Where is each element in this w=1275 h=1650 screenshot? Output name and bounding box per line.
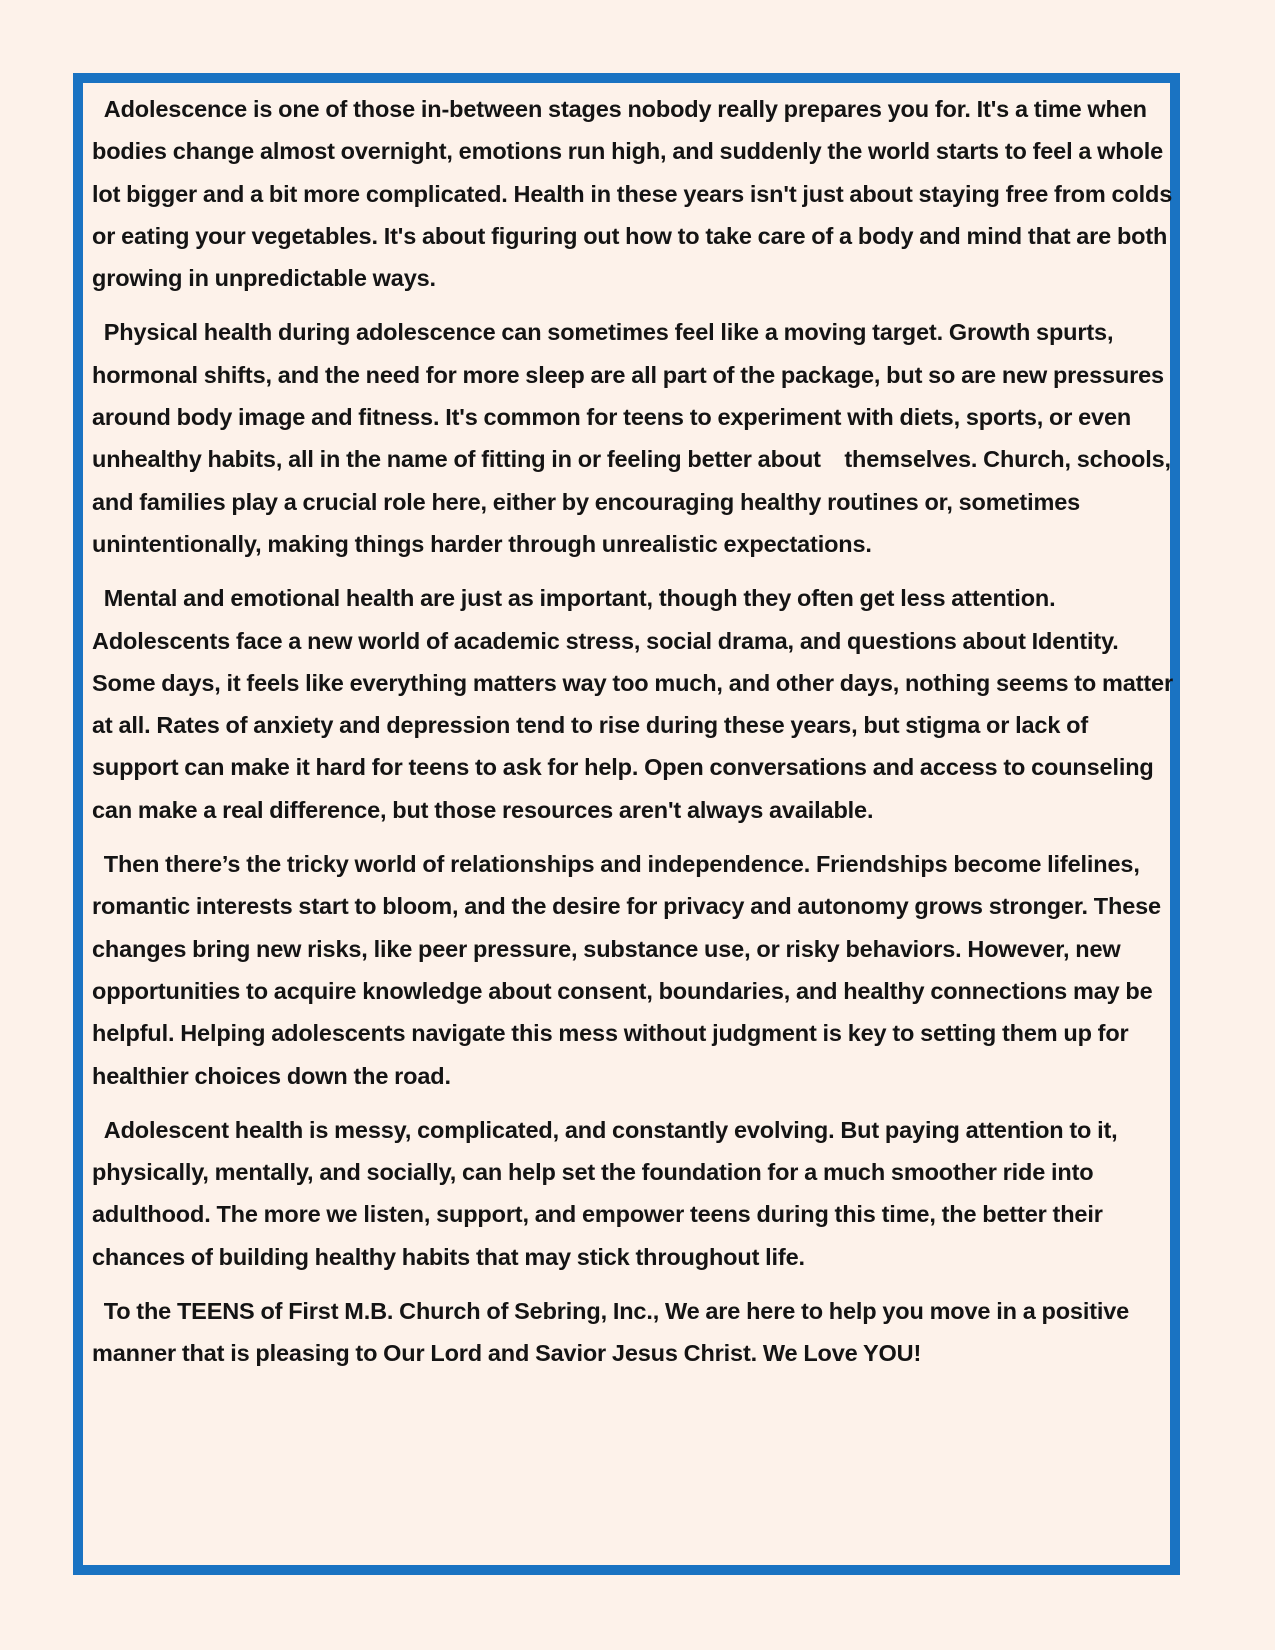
paragraph-dedication: To the TEENS of First M.B. Church of Sebring, Inc., We are here to help you move in a positive manner that is pleasing to Our Lord and Savior Jesus Christ. We Love YOU!: [92, 1298, 1130, 1367]
paragraph-relationships: Then there’s the tricky world of relationships and independence. Friendships become lifelines, romantic interests start to bloom, and the desire for privacy and autonomy grows stronger. These changes bring new risks, like peer pressure, substance use, or risky behaviors. However, new opportunities to acquire knowledge about consent, boundaries, and healthy connections may be helpful. Helping adolescents navigate this mess without judgment is key to setting them up for healthier choices down the road.: [92, 851, 1161, 1089]
paragraph-physical-health: Physical health during adolescence can sometimes feel like a moving target. Growth spurts, hormonal shifts, and the need for more sleep are all part of the package, but so are new pressures around body image and fitness. It's common for teens to experiment with diets, sports, or even unhealthy habits, all in the name of fitting in or feeling better about themselves. Church, schools, and families play a crucial role here, either by encouraging healthy routines or, sometimes unintentionally, making things harder through unrealistic expectations.: [92, 319, 1171, 557]
paragraph-intro: Adolescence is one of those in-between stages nobody really prepares you for. It's a time when bodies change almost overnight, emotions run high, and suddenly the world starts to feel a whole lot bigger and a bit more complicated. Health in these years isn't just about staying free from colds or eating your vegetables. It's about figuring out how to take care of a body and mind that are both growing in unpredictable ways.: [92, 96, 1173, 292]
document-body: [80, 88, 1178, 1387]
paragraph-mental-health: Mental and emotional health are just as important, though they often get less attention. Adolescents face a new world of academic stress, social drama, and questions about Identity. Some days, it feels like everything matters way too much, and other days, nothing seems to matter at all. Rates of anxiety and depression tend to rise during these years, but stigma or lack of support can make it hard for teens to ask for help. Open conversations and access to counseling can make a real difference, but those resources aren't always available.: [92, 585, 1173, 823]
paragraph-conclusion: Adolescent health is messy, complicated, and constantly evolving. But paying attention to it, physically, mentally, and socially, can help set the foundation for a much smoother ride into adulthood. The more we listen, support, and empower teens during this time, the better their chances of building healthy habits that may stick throughout life.: [92, 1116, 1118, 1270]
